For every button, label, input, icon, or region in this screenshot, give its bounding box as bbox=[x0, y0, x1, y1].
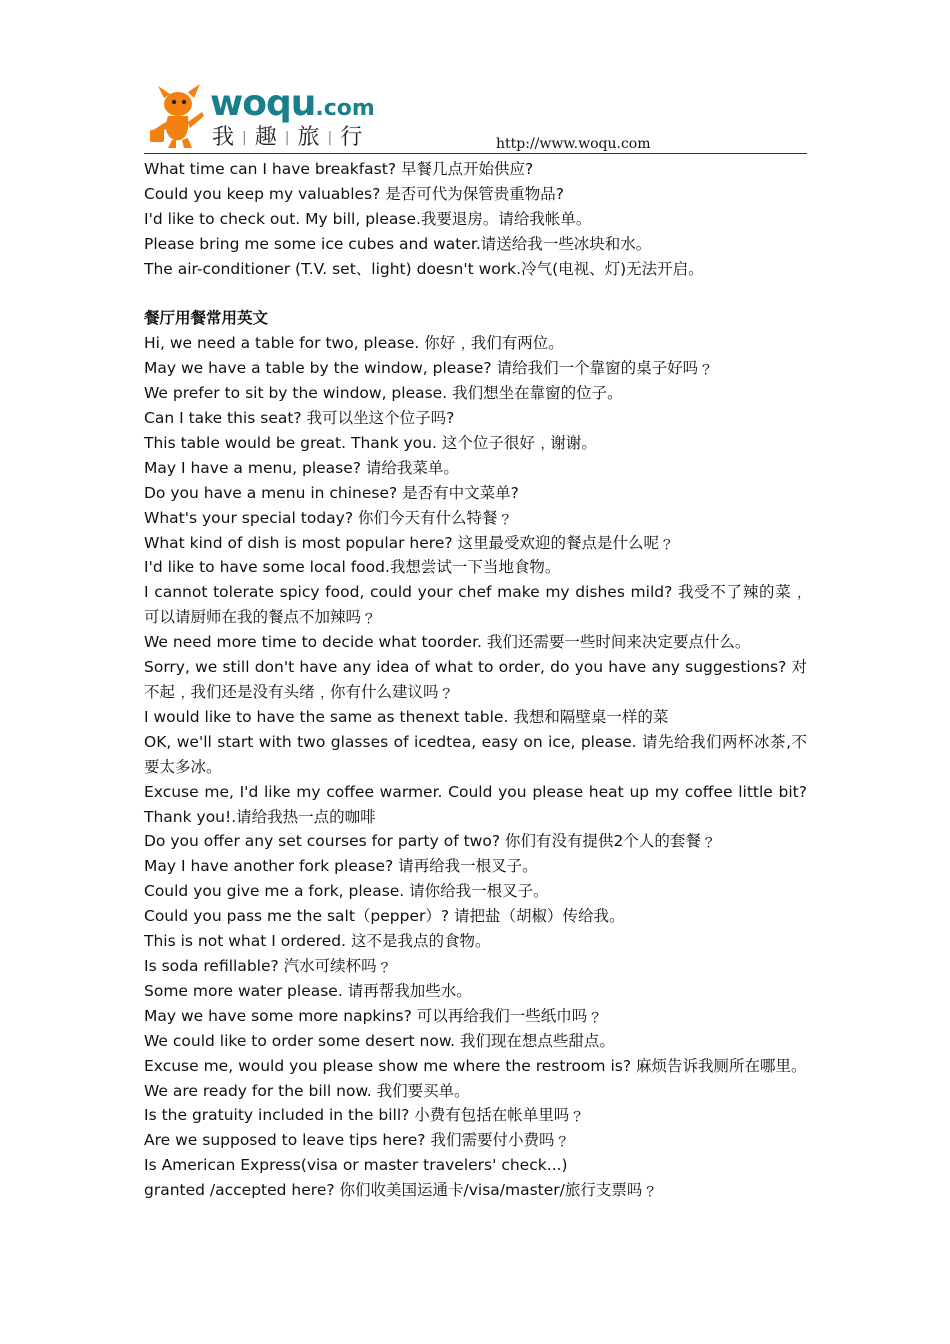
phrase-line: Excuse me, I'd like my coffee warmer. Could you please heat up my coffee little bit? Thank you!.请给我热一点的咖啡 bbox=[144, 782, 807, 826]
header-divider bbox=[144, 153, 807, 154]
phrase-line: What kind of dish is most popular here? 这里最受欢迎的餐点是什么呢﹖ bbox=[144, 533, 675, 552]
phrase-line: granted /accepted here? 你们收美国运通卡/visa/master/旅行支票吗﹖ bbox=[144, 1181, 658, 1200]
phrase-line: Do you offer any set courses for party of two? 你们有没有提供2个人的套餐﹖ bbox=[144, 832, 717, 851]
phrase-line: Excuse me, would you please show me where the restroom is? 麻烦告诉我厕所在哪里。 bbox=[144, 1056, 807, 1075]
phrase-line: Is soda refillable? 汽水可续杯吗﹖ bbox=[144, 956, 393, 975]
phrase-line: Some more water please. 请再帮我加些水。 bbox=[144, 981, 472, 1000]
phrase-line: We need more time to decide what toorder. 我们还需要一些时间来决定要点什么。 bbox=[144, 633, 751, 652]
phrase-line: Is the gratuity included in the bill? 小费有包括在帐单里吗﹖ bbox=[144, 1106, 585, 1125]
phrase-line: OK, we'll start with two glasses of icedtea, easy on ice, please. 请先给我们两杯冰茶,不要太多冰。 bbox=[144, 732, 807, 776]
phrase-line: We prefer to sit by the window, please. 我们想坐在靠窗的位子。 bbox=[144, 384, 623, 403]
phrase-line: I cannot tolerate spicy food, could your chef make my dishes mild? 我受不了辣的菜﹐可以请厨师在我的餐点不加辣吗﹖ bbox=[144, 583, 807, 627]
phrase-line: We could like to order some desert now. 我们现在想点些甜点。 bbox=[144, 1031, 615, 1050]
phrase-line: What's your special today? 你们今天有什么特餐﹖ bbox=[144, 508, 514, 527]
phrase-line: May I have a menu, please? 请给我菜单。 bbox=[144, 458, 459, 477]
intro-line: Please bring me some ice cubes and water.请送给我一些冰块和水。 bbox=[144, 234, 652, 253]
brand-name: woqu bbox=[210, 83, 316, 124]
phrase-line: Could you pass me the salt（pepper）? 请把盐（胡椒）传给我。 bbox=[144, 907, 625, 926]
phrase-line: This table would be great. Thank you. 这个位子很好﹐谢谢。 bbox=[144, 433, 597, 452]
page-header bbox=[144, 80, 807, 154]
brand-wordmark bbox=[210, 83, 375, 127]
phrase-line: Hi, we need a table for two, please. 你好﹐我们有两位。 bbox=[144, 334, 564, 353]
phrase-line: Can I take this seat? 我可以坐这个位子吗? bbox=[144, 409, 455, 428]
paragraph-gap bbox=[144, 282, 807, 307]
intro-line: What time can I have breakfast? 早餐几点开始供应? bbox=[144, 160, 534, 178]
phrase-line: Are we supposed to leave tips here? 我们需要付小费吗﹖ bbox=[144, 1131, 570, 1150]
phrase-line: Sorry, we still don't have any idea of what to order, do you have any suggestions? 对不起﹐我们还是没有头绪﹐你有什么建议吗﹖ bbox=[144, 658, 807, 702]
brand-domain-suffix: .com bbox=[315, 96, 375, 121]
intro-line: The air-conditioner (T.V. set、light) doesn't work.冷气(电视、灯)无法开启。 bbox=[144, 259, 704, 278]
phrase-line: May we have some more napkins? 可以再给我们一些纸巾吗﹖ bbox=[144, 1006, 603, 1025]
phrase-line: May we have a table by the window, please? 请给我们一个靠窗的桌子好吗﹖ bbox=[144, 359, 714, 378]
section-heading: 餐厅用餐常用英文 bbox=[144, 309, 269, 328]
phrase-line: Is American Express(visa or master travelers' check...) bbox=[144, 1156, 568, 1175]
phrase-line: I would like to have the same as thenext table. 我想和隔壁桌一样的菜 bbox=[144, 707, 669, 726]
brand-cn-char: 趣 bbox=[254, 125, 279, 150]
phrase-line: Could you give me a fork, please. 请你给我一根叉子。 bbox=[144, 882, 549, 901]
intro-line: I'd like to check out. My bill, please.我要退房。请给我帐单。 bbox=[144, 209, 592, 228]
site-url[interactable]: http://www.woqu.com bbox=[496, 136, 651, 152]
brand-cn-char: 我 bbox=[212, 125, 237, 150]
intro-line: Could you keep my valuables? 是否可代为保管贵重物品? bbox=[144, 184, 565, 203]
brand-chinese-name: 我 | 趣 | 旅 | 行 bbox=[212, 125, 365, 150]
woqu-mascot-logo bbox=[144, 82, 210, 150]
brand-cn-char: 行 bbox=[340, 125, 365, 150]
phrase-line: Do you have a menu in chinese? 是否有中文菜单? bbox=[144, 483, 519, 502]
phrase-line: May I have another fork please? 请再给我一根叉子。 bbox=[144, 857, 538, 876]
phrase-line: This is not what I ordered. 这不是我点的食物。 bbox=[144, 932, 491, 951]
phrase-line: I'd like to have some local food.我想尝试一下当地食物。 bbox=[144, 558, 561, 577]
brand-cn-char: 旅 bbox=[297, 125, 322, 150]
phrase-line: We are ready for the bill now. 我们要买单。 bbox=[144, 1081, 470, 1100]
document-body bbox=[144, 157, 807, 1203]
